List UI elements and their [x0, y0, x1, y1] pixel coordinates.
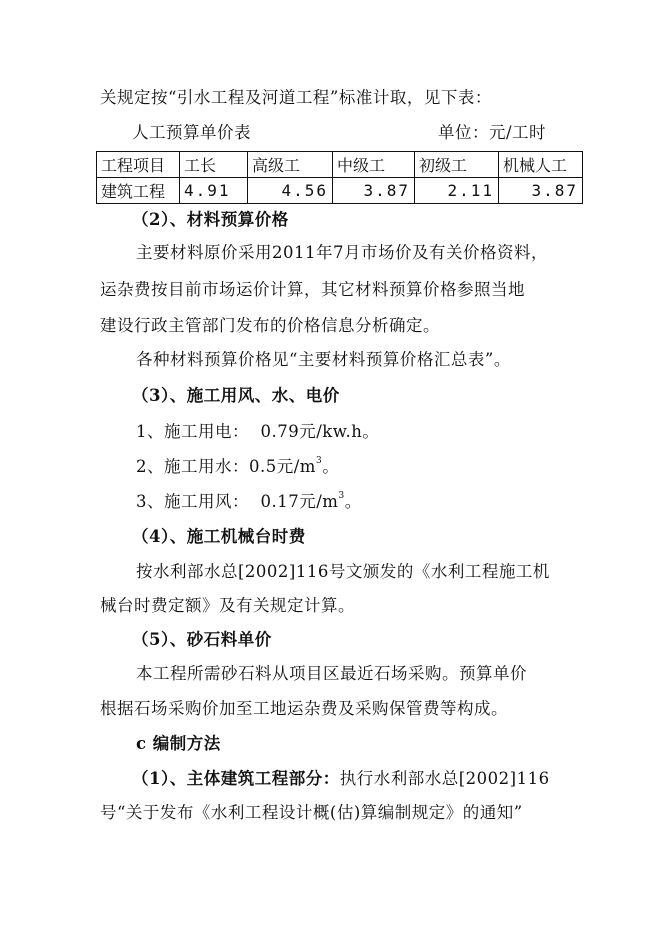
- table-header-cell: 工程项目: [97, 152, 180, 178]
- table-header-cell: 高级工: [248, 152, 333, 178]
- method-subheading: （1）、主体建筑工程部分：: [132, 769, 340, 788]
- utility-label: 1、施工用电：: [136, 422, 249, 441]
- paragraph-line: 各种材料预算价格见“主要材料预算价格汇总表”。: [136, 350, 511, 369]
- table-cell: 2.11: [415, 178, 499, 204]
- heading-method: c 编制方法: [136, 734, 221, 753]
- utility-value-end: 。: [344, 492, 362, 511]
- heading-utilities: （3）、施工用风、水、电价: [132, 386, 340, 405]
- method-line: [132, 771, 550, 788]
- table-cell: 3.87: [499, 178, 583, 204]
- paragraph-line: 根据石场采购价加至工地运杂费及采购保管费等构成。: [100, 699, 508, 718]
- table-header-cell: 机械人工: [499, 152, 583, 178]
- paragraph-line: 主要材料原价采用2011年7月市场价及有关价格资料，: [136, 243, 548, 262]
- utility-value-end: 。: [322, 457, 340, 476]
- table-cell: 3.87: [333, 178, 415, 204]
- labor-price-table: [96, 151, 583, 204]
- paragraph-line: 建设行政主管部门发布的价格信息分析确定。: [100, 316, 440, 335]
- paragraph-line: 运杂费按目前市场运价计算，其它材料预算价格参照当地: [100, 280, 525, 299]
- table-header-cell: 初级工: [415, 152, 499, 178]
- paragraph-line: 本工程所需砂石料从项目区最近石场采购。预算单价: [136, 664, 527, 683]
- utility-label: 3、施工用风：: [136, 492, 249, 511]
- utility-value: 0.5元/m: [249, 457, 316, 476]
- table-header-cell: 中级工: [333, 152, 415, 178]
- paragraph-line: 按水利部水总[2002]116号文颁发的《水利工程施工机: [136, 562, 550, 581]
- utility-value: 0.17元/m: [260, 492, 339, 511]
- table-cell: 建筑工程: [97, 178, 180, 204]
- heading-machinery: （4）、施工机械台时费: [132, 527, 306, 546]
- heading-materials: （2）、材料预算价格: [132, 210, 289, 229]
- intro-line: 关规定按“引水工程及河道工程”标准计取，见下表：: [100, 88, 492, 107]
- utility-electricity: [136, 424, 379, 441]
- heading-sand-gravel: （5）、砂石料单价: [132, 630, 272, 649]
- superscript: 3: [315, 456, 323, 466]
- superscript: 3: [338, 491, 345, 501]
- utility-label: 2、施工用水：: [136, 457, 249, 476]
- paragraph-line: 号“关于发布《水利工程设计概(估)算编制规定》的通知”: [100, 803, 523, 822]
- table-cell: 4.91: [180, 178, 248, 204]
- paragraph-line: 械台时费定额》及有关规定计算。: [100, 596, 355, 615]
- table-header-cell: 工长: [180, 152, 248, 178]
- utility-value: 0.79元/kw.h。: [260, 422, 380, 441]
- table-cell: 4.56: [248, 178, 333, 204]
- table-row: [97, 178, 583, 204]
- table-unit: 单位：元/工时: [438, 123, 547, 142]
- method-text: 执行水利部水总[2002]116: [339, 769, 550, 788]
- utility-wind: [136, 491, 362, 511]
- table-header-row: [97, 152, 583, 178]
- table-title: 人工预算单价表: [132, 123, 251, 142]
- utility-water: [136, 456, 340, 476]
